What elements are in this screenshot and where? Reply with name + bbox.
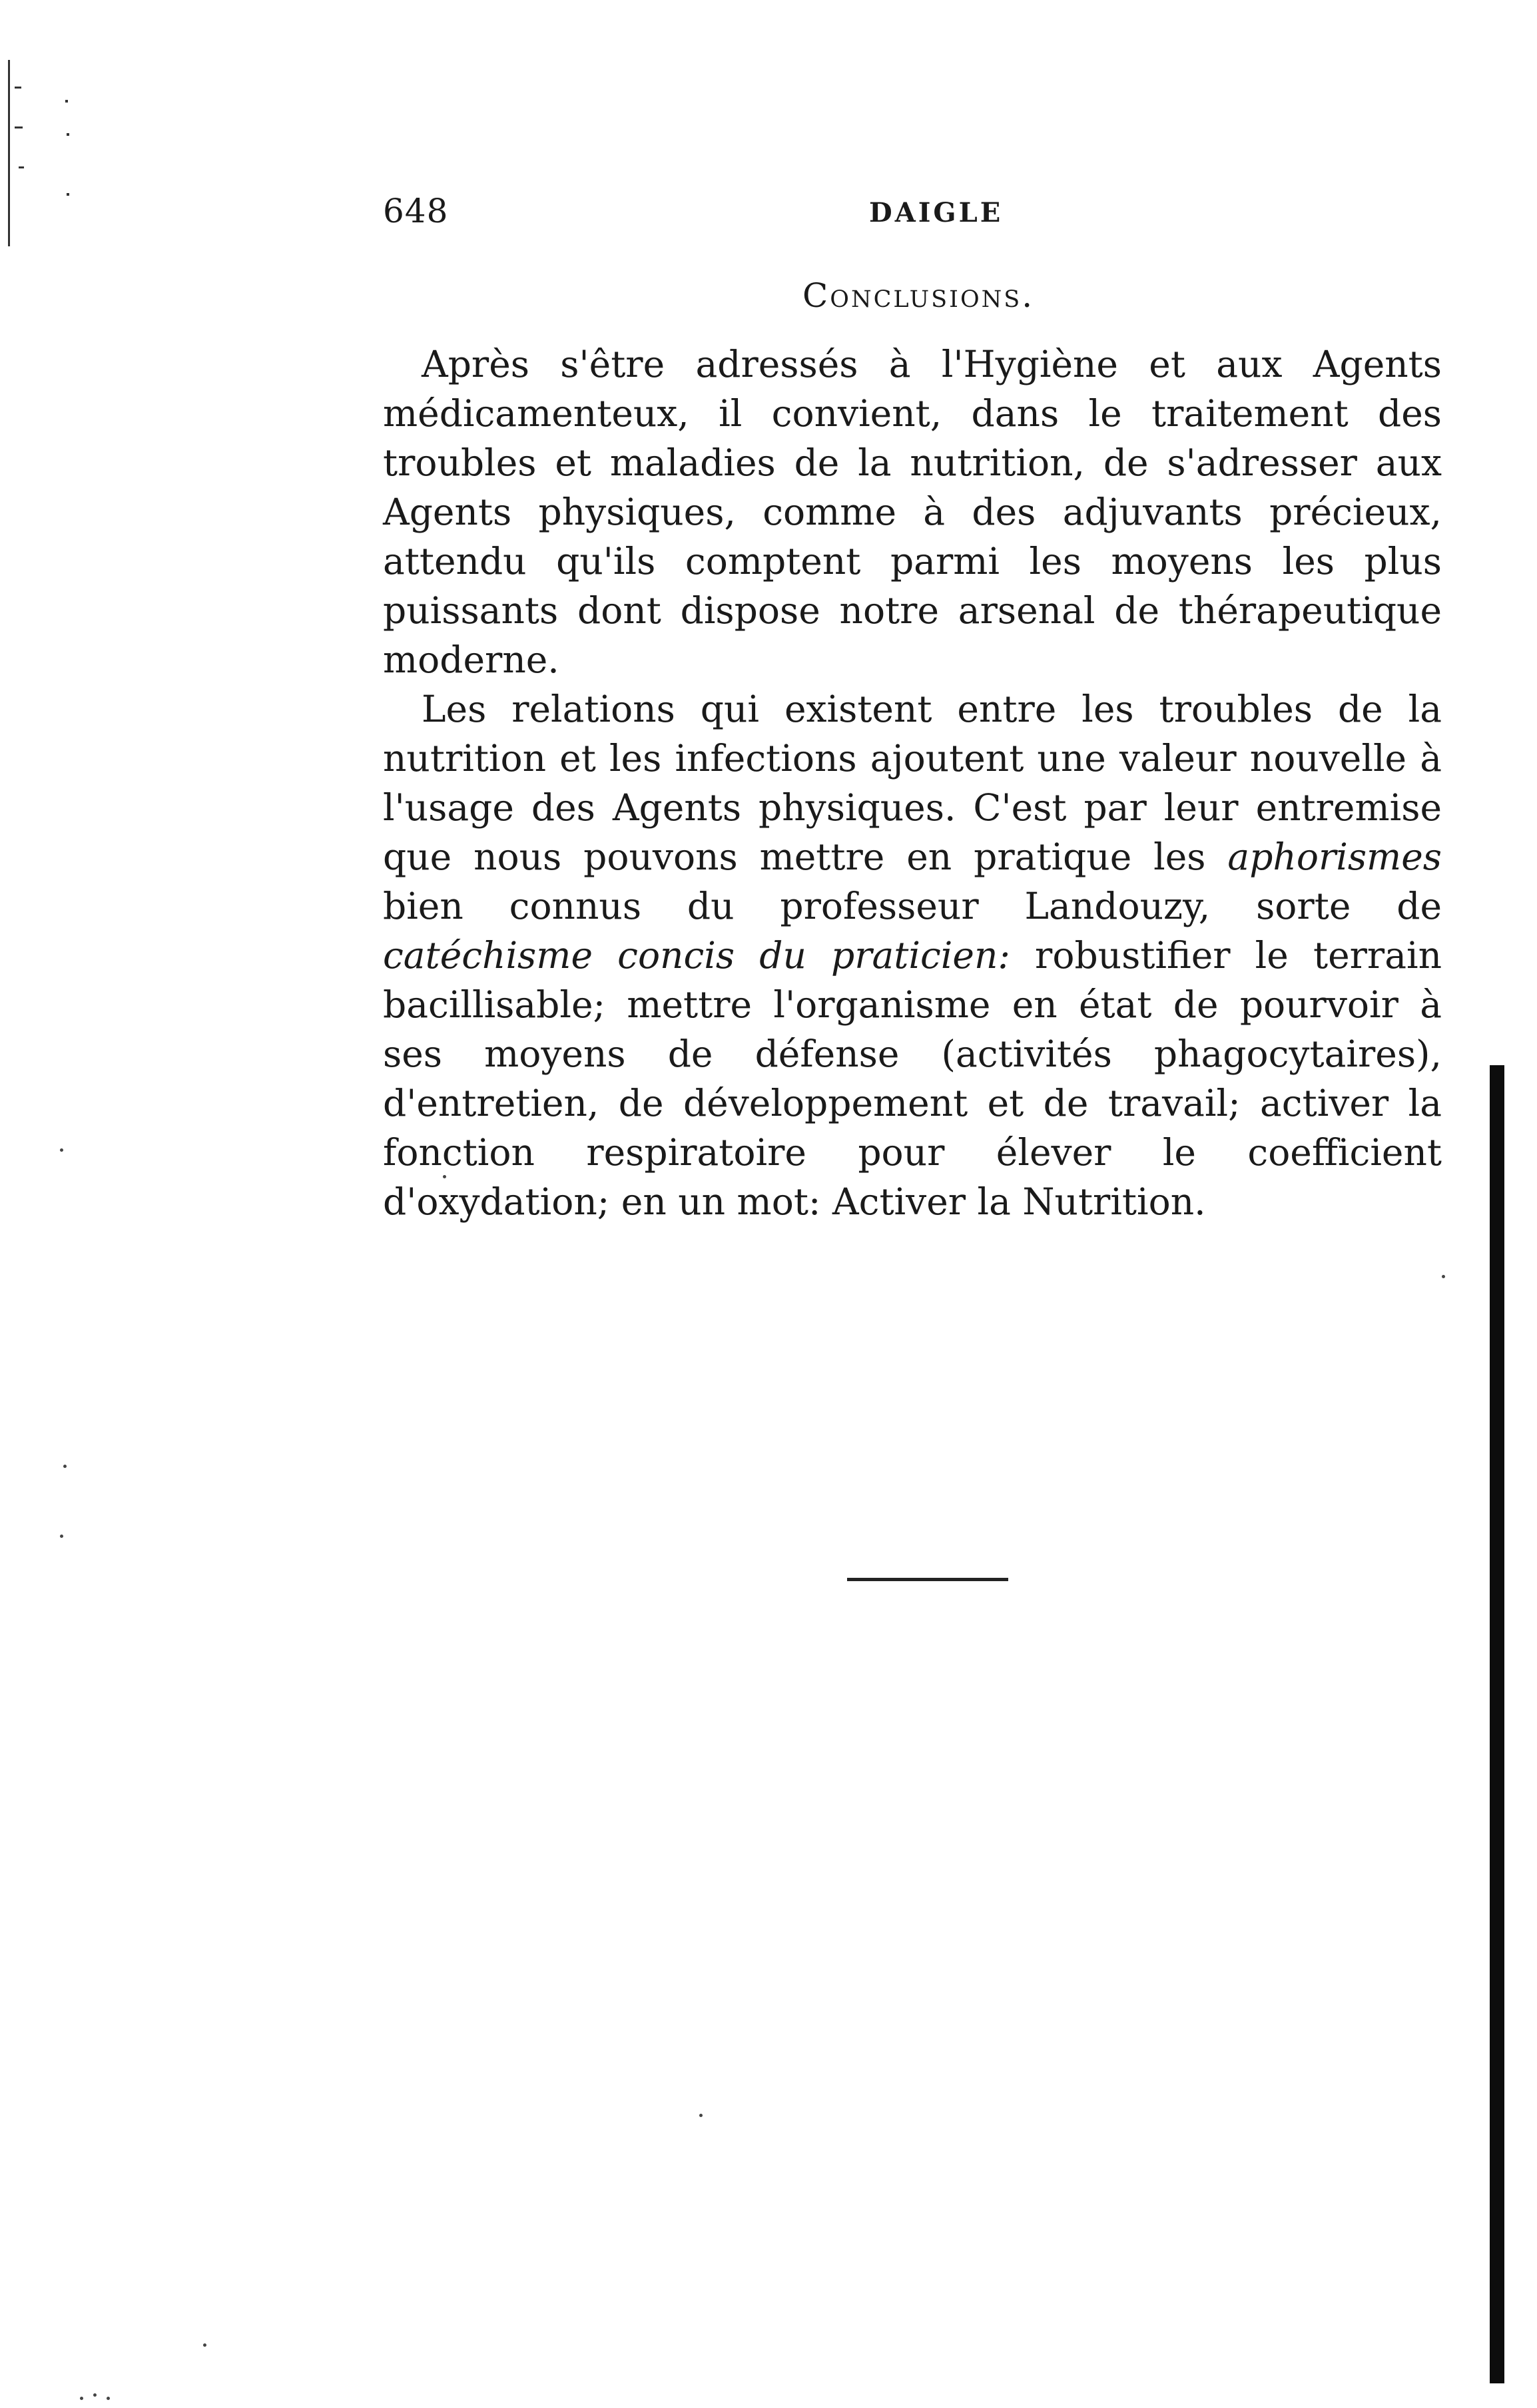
paragraph-2 [383, 684, 1442, 1226]
scan-speck [63, 1465, 67, 1468]
paragraph-2-text-c: robustifier le terrain bacillisable; mettre l'organisme en état de pourvoir à ses moyens de défense (activités phagocytaires), d'entretien, de développement et de travail; activer la fonction respiratoire pour élever le coefficient d'oxydation; en un mot: Activer la Nutrition. [383, 934, 1442, 1223]
scan-speck [60, 1535, 63, 1538]
paragraph-2-text-b: bien connus du professeur Landouzy, sorte de [383, 885, 1442, 927]
paragraph-2-italic-aphorismes: aphorismes [1227, 836, 1442, 878]
page-number: 648 [383, 192, 449, 230]
scan-speck [80, 2397, 83, 2400]
scan-speck [203, 2343, 206, 2347]
left-margin-scan-marks [5, 60, 72, 260]
scan-speck [60, 1148, 63, 1152]
section-title: Conclusions. [802, 276, 1035, 315]
body-text [383, 340, 1442, 1226]
paragraph-2-text-a: Les relations qui existent entre les troubles de la nutrition et les infections ajoutent une valeur nouvelle à l'usage des Agents physiques. C'est par leur entremise que nous pouvons mettre en pratique les [383, 688, 1442, 878]
paragraph-1: Après s'être adressés à l'Hygiène et aux Agents médicamenteux, il convient, dans le traitement des troubles et maladies de la nutrition, de s'adresser aux Agents physiques, comme à des adjuvants précieux, attendu qu'ils comptent parmi les moyens les plus puissants dont dispose notre arsenal de thérapeutique moderne. [383, 343, 1442, 681]
running-head: DAIGLE [869, 197, 1004, 228]
scan-speck [443, 1175, 446, 1178]
page-header [383, 192, 1442, 245]
paragraph-2-italic-catechisme: catéchisme concis du praticien: [383, 934, 1010, 977]
scan-speck [1442, 1275, 1445, 1278]
right-margin-scan-bar [1490, 1065, 1504, 2383]
scan-speck [93, 2393, 97, 2397]
section-end-rule [847, 1578, 1008, 1581]
scan-speck [699, 2114, 703, 2117]
scan-speck [107, 2397, 110, 2400]
